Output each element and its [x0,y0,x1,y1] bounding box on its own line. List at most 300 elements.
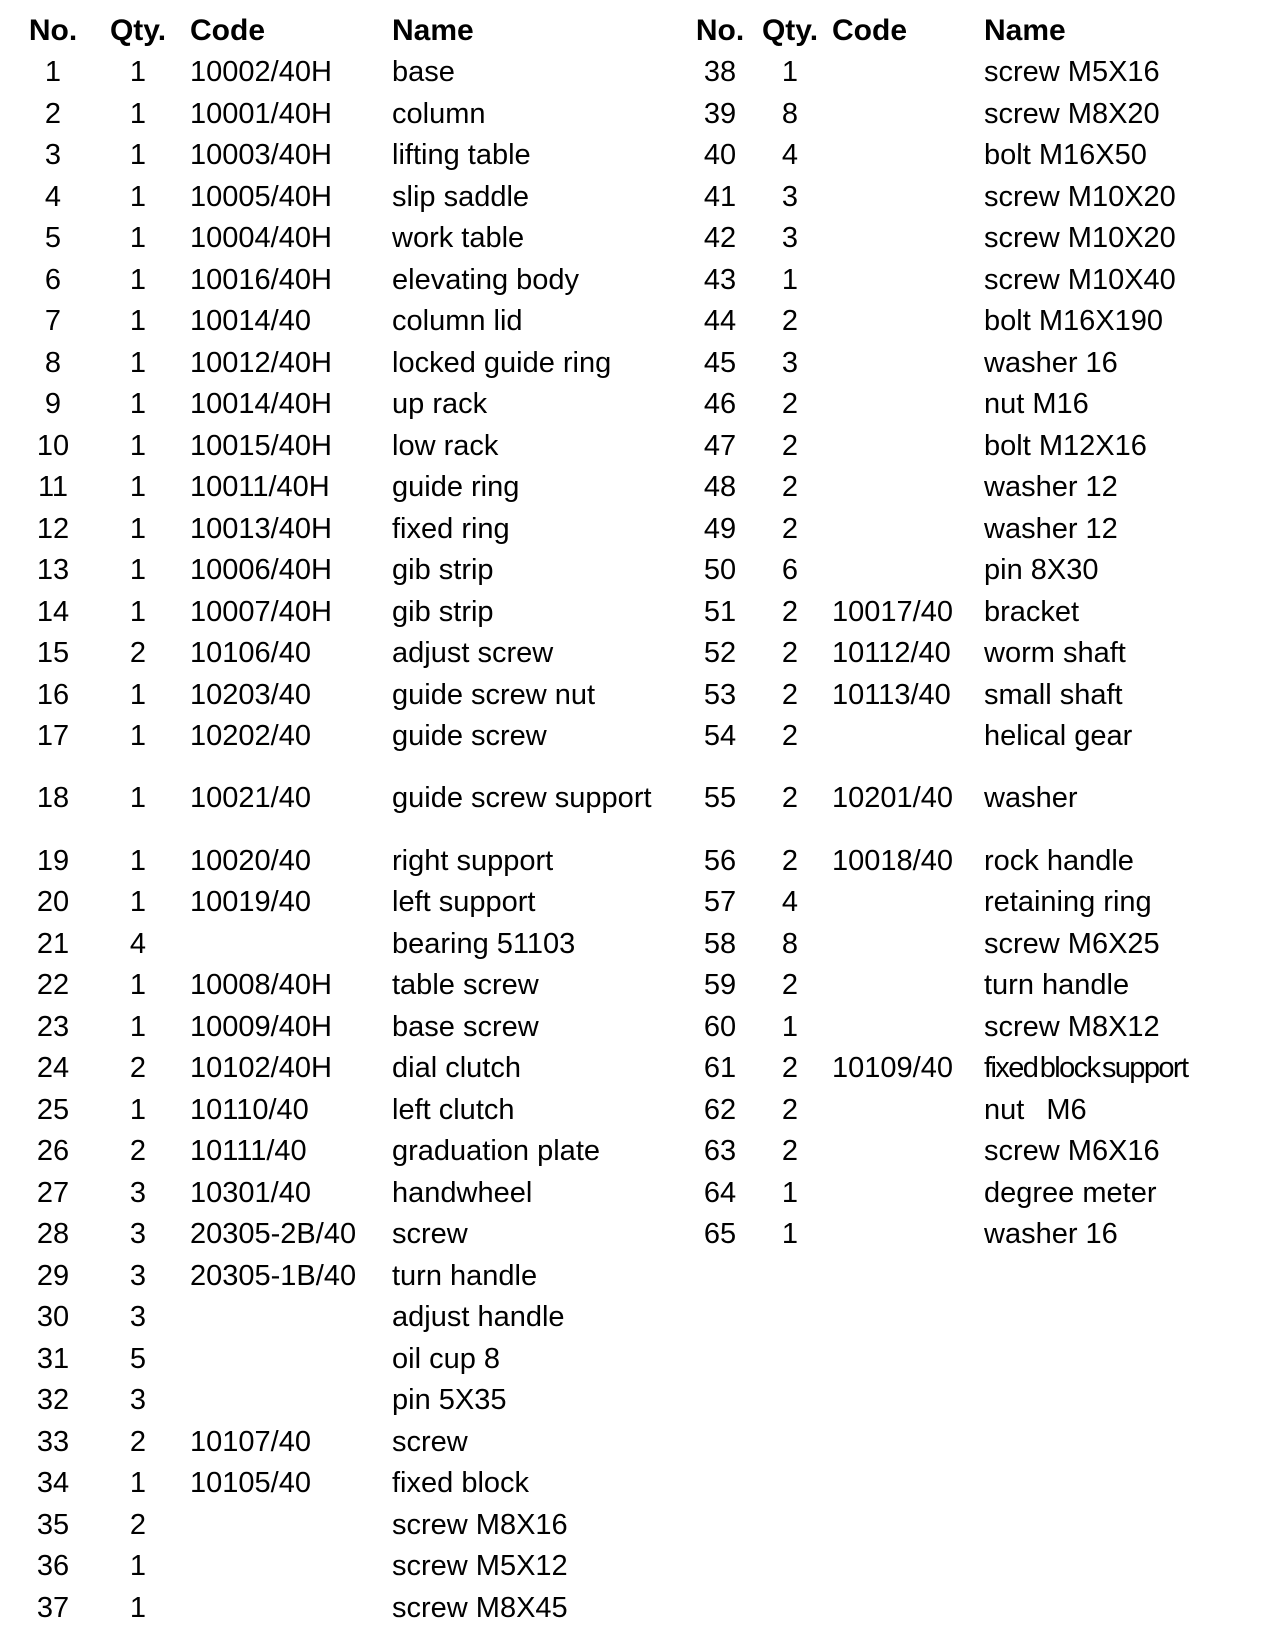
row-name: washer 12 [984,512,1118,545]
row-qty: 1 [129,139,147,171]
row-code [832,218,984,260]
row-name-size: M6 [1046,1093,1087,1126]
table-row [20,716,670,758]
table-row [20,1131,670,1173]
row-no: 14 [36,595,70,628]
row-qty: 1 [129,678,147,711]
row-qty: 1 [129,720,147,752]
row-no: 48 [703,471,737,503]
table-row [692,882,1262,924]
table-row [692,1131,1262,1173]
row-code: 10112/40 [832,637,951,669]
row-no: 39 [703,97,737,130]
header-code: Code [832,14,907,47]
row-no: 41 [703,180,737,213]
row-code: 10020/40 [190,844,311,877]
row-no: 37 [36,1591,70,1624]
row-qty: 2 [781,305,799,337]
row-code [832,716,984,758]
row-code [190,1546,392,1588]
table-row [692,509,1262,551]
row-no: 45 [703,346,737,379]
table-row [20,882,670,924]
row-code: 10110/40 [190,1093,309,1126]
row-code [832,924,984,966]
row-no: 57 [703,886,737,918]
row-name-part: nut [984,1093,1025,1126]
row-no: 2 [44,97,62,130]
row-code [190,1339,392,1381]
table-row [20,633,670,675]
row-name: right support [392,844,554,877]
table-row [692,301,1262,343]
row-no: 22 [36,969,70,1001]
row-code [832,384,984,426]
row-qty: 3 [129,1218,147,1250]
table-row [692,467,1262,509]
row-code [832,965,984,1007]
row-qty: 3 [129,1176,147,1209]
parts-table-right-body [692,52,1262,1256]
row-no: 46 [703,388,737,420]
row-code [832,509,984,551]
row-no: 38 [703,56,737,88]
row-no: 26 [36,1135,70,1167]
table-row [692,384,1262,426]
row-qty: 8 [781,97,799,130]
header-row [692,10,1262,52]
row-code: 10007/40H [190,595,332,628]
row-code [832,94,984,136]
row-name: screw M8X45 [392,1591,568,1624]
row-name: guide ring [392,471,520,503]
row-code [832,343,984,385]
table-row [20,260,670,302]
row-qty: 2 [129,1425,147,1458]
table-row [20,1463,670,1505]
row-name: oil cup 8 [392,1342,501,1375]
header-no: No. [695,14,745,47]
row-code [832,1007,984,1049]
row-code: 20305-1B/40 [190,1259,357,1292]
row-code: 10019/40 [190,886,311,918]
row-qty: 1 [129,1550,147,1582]
table-row [692,1214,1262,1256]
table-row [692,52,1262,94]
row-qty: 1 [129,180,147,213]
row-name: left clutch [392,1093,515,1126]
row-no: 32 [36,1384,70,1416]
row-name: guide screw nut [392,678,596,711]
row-qty: 5 [129,1342,147,1375]
row-name: nut M16 [984,388,1089,420]
row-name: handwheel [392,1176,533,1209]
row-name: fixed ring [392,512,510,545]
row-no: 6 [44,263,62,296]
parts-table-left [20,10,670,1629]
table-row [20,384,670,426]
row-name: helical gear [984,720,1133,752]
row-code [832,1131,984,1173]
row-qty: 1 [129,97,147,130]
row-name: graduation plate [392,1135,600,1167]
table-row [20,758,670,841]
row-code: 10014/40H [190,388,332,420]
row-name: screw [392,1425,468,1458]
row-no: 44 [703,305,737,337]
row-qty: 3 [129,1384,147,1416]
header-no: No. [28,14,78,47]
row-name: retaining ring [984,886,1152,918]
row-code: 10113/40 [832,678,951,711]
row-no: 5 [44,222,62,254]
row-name: small shaft [984,678,1123,711]
row-code: 10201/40 [832,782,953,815]
row-code: 10001/40H [190,97,332,130]
table-row [692,716,1262,758]
row-name: worm shaft [984,637,1126,669]
row-no: 11 [37,471,69,503]
row-code [832,550,984,592]
table-row [20,550,670,592]
table-row [20,1505,670,1547]
table-row [692,1090,1262,1132]
row-no: 55 [703,782,737,815]
row-name: pin 8X30 [984,554,1099,586]
row-name: degree meter [984,1176,1157,1209]
row-no: 61 [703,1052,737,1084]
row-code [190,924,392,966]
row-code [832,301,984,343]
row-no: 52 [703,637,737,669]
row-name: bolt M12X16 [984,429,1147,462]
row-no: 35 [36,1508,70,1541]
row-qty: 6 [781,554,799,586]
table-row [692,94,1262,136]
table-row [20,52,670,94]
row-no: 33 [36,1425,70,1458]
row-name: screw M10X20 [984,222,1176,254]
table-row [20,301,670,343]
row-no: 29 [36,1259,70,1292]
table-row [20,1380,670,1422]
row-name: guide screw [392,720,547,752]
row-qty: 3 [129,1301,147,1333]
row-name: up rack [392,388,488,420]
row-code [190,1505,392,1547]
table-row [20,592,670,634]
row-name: adjust screw [392,637,554,669]
header-qty: Qty. [109,14,167,47]
row-no: 15 [36,637,70,669]
row-qty: 2 [781,1052,799,1084]
row-no: 30 [36,1301,70,1333]
parts-table-left-body [20,52,670,1629]
row-code [832,135,984,177]
row-name: adjust handle [392,1301,565,1333]
row-no: 12 [36,512,70,545]
row-name: low rack [392,429,499,462]
table-row [20,1297,670,1339]
row-name: dial clutch [392,1052,521,1084]
row-name: screw M5X16 [984,56,1160,88]
row-qty: 2 [781,1093,799,1126]
row-code: 10102/40H [190,1052,332,1084]
table-row [692,426,1262,468]
row-qty: 1 [129,388,147,420]
row-no: 31 [36,1342,70,1375]
table-row [20,1173,670,1215]
table-row [20,841,670,883]
row-qty: 3 [781,222,799,254]
row-no: 18 [36,782,70,815]
row-no: 13 [36,554,70,586]
row-code [832,1173,984,1215]
row-name: bearing 51103 [392,927,576,960]
row-qty: 4 [129,927,147,960]
row-code: 10018/40 [832,844,953,877]
row-qty: 2 [129,1052,147,1084]
row-name: fixed block [392,1467,530,1499]
row-no: 65 [703,1218,737,1250]
table-row [20,924,670,966]
row-qty: 1 [781,263,799,296]
row-no: 62 [703,1093,737,1126]
table-row [692,1048,1262,1090]
row-name: gib strip [392,595,494,628]
row-code: 10017/40 [832,595,953,628]
row-name: screw M8X12 [984,1010,1160,1043]
table-row [20,1214,670,1256]
row-name: screw [392,1218,468,1250]
row-qty: 2 [781,471,799,503]
row-name [984,1090,1262,1132]
row-no: 34 [36,1467,70,1499]
row-name: turn handle [392,1259,538,1292]
row-no: 25 [36,1093,70,1126]
row-no: 36 [36,1550,70,1582]
table-row [20,1339,670,1381]
row-name: bolt M16X190 [984,305,1163,337]
row-qty: 1 [129,969,147,1001]
row-name: column [392,97,486,130]
row-qty: 2 [129,1135,147,1167]
row-no: 24 [36,1052,70,1084]
row-name: lifting table [392,139,531,171]
row-qty: 4 [781,886,799,918]
row-code: 10105/40 [190,1467,311,1499]
row-code: 10016/40H [190,263,332,296]
row-no: 20 [36,886,70,918]
row-code [190,1380,392,1422]
row-qty: 1 [129,844,147,877]
row-name: washer 16 [984,1218,1118,1250]
row-no: 49 [703,512,737,545]
row-qty: 3 [781,346,799,379]
row-qty: 1 [129,512,147,545]
row-no: 16 [36,678,70,711]
row-no: 56 [703,844,737,877]
row-qty: 2 [781,969,799,1001]
table-row [20,965,670,1007]
row-no: 17 [36,720,70,752]
row-name: guide screw support [392,782,652,815]
row-name: bracket [984,595,1080,628]
row-no: 4 [44,180,62,213]
row-qty: 2 [781,595,799,628]
parts-table-right [692,10,1262,1256]
row-name: fixed block support [984,1052,1188,1084]
row-no: 1 [44,56,62,88]
table-row [692,1007,1262,1049]
row-qty: 4 [781,139,799,171]
row-qty: 1 [781,1010,799,1043]
header-row [20,10,670,52]
row-name: washer 12 [984,471,1118,503]
row-qty: 1 [129,782,147,815]
row-code: 10301/40 [190,1176,311,1209]
header-code: Code [190,14,265,47]
row-name: screw M8X20 [984,97,1160,130]
row-no: 42 [703,222,737,254]
row-no: 10 [36,429,70,462]
row-code [832,1214,984,1256]
table-row [692,218,1262,260]
row-no: 40 [703,139,737,171]
row-qty: 2 [781,720,799,752]
row-no: 28 [36,1218,70,1250]
row-code: 10202/40 [190,720,311,752]
row-code: 20305-2B/40 [190,1218,357,1250]
header-name: Name [392,14,474,47]
row-name: table screw [392,969,539,1001]
row-qty: 3 [781,180,799,213]
row-code [832,52,984,94]
table-row [20,343,670,385]
row-name: work table [392,222,525,254]
table-row [692,260,1262,302]
row-name: slip saddle [392,180,530,213]
row-qty: 3 [129,1259,147,1292]
row-code: 10009/40H [190,1010,332,1043]
row-no: 64 [703,1176,737,1209]
row-no: 54 [703,720,737,752]
row-qty: 1 [129,1467,147,1499]
table-row [692,592,1262,634]
row-qty: 1 [129,263,147,296]
row-no: 51 [703,595,737,628]
row-qty: 2 [781,388,799,420]
row-name: left support [392,886,536,918]
table-row [692,675,1262,717]
row-name: bolt M16X50 [984,139,1147,171]
row-code: 10013/40H [190,512,332,545]
row-qty: 1 [129,1093,147,1126]
row-name: gib strip [392,554,494,586]
row-code: 10002/40H [190,56,332,88]
row-qty: 1 [129,222,147,254]
row-no: 43 [703,263,737,296]
row-no: 63 [703,1135,737,1167]
table-row [20,1048,670,1090]
table-row [692,135,1262,177]
row-code [832,882,984,924]
table-row [20,1007,670,1049]
row-name: turn handle [984,969,1130,1001]
table-row [20,177,670,219]
table-row [20,1588,670,1630]
row-qty: 1 [781,1176,799,1209]
row-code [832,467,984,509]
row-no: 53 [703,678,737,711]
row-name: base screw [392,1010,539,1043]
row-qty: 1 [129,886,147,918]
row-qty: 1 [129,305,147,337]
row-qty: 1 [129,346,147,379]
row-qty: 2 [129,637,147,669]
row-code: 10011/40H [190,471,330,503]
row-name: screw M6X25 [984,927,1160,960]
row-qty: 1 [129,56,147,88]
table-row [20,1422,670,1464]
table-row [692,841,1262,883]
row-name: locked guide ring [392,346,612,379]
table-row [20,1256,670,1298]
row-code [832,177,984,219]
row-name: screw M10X20 [984,180,1176,213]
row-name: washer [984,782,1078,815]
row-name: washer 16 [984,346,1118,379]
row-qty: 2 [781,678,799,711]
row-name: rock handle [984,844,1134,877]
row-no: 27 [36,1176,70,1209]
table-row [692,633,1262,675]
row-qty: 2 [781,512,799,545]
row-code: 10106/40 [190,637,311,669]
row-qty: 8 [781,927,799,960]
row-qty: 1 [129,1010,147,1043]
row-qty: 2 [781,429,799,462]
row-qty: 2 [781,844,799,877]
row-qty: 2 [781,637,799,669]
row-code: 10004/40H [190,222,332,254]
row-qty: 1 [129,595,147,628]
row-code: 10008/40H [190,969,332,1001]
row-code [832,426,984,468]
table-row [692,924,1262,966]
row-code: 10003/40H [190,139,332,171]
row-qty: 1 [129,429,147,462]
table-row [692,965,1262,1007]
header-name: Name [984,14,1066,47]
table-row [20,509,670,551]
table-row [692,177,1262,219]
row-qty: 1 [781,1218,799,1250]
row-name: base [392,56,455,88]
row-code [190,1297,392,1339]
row-no: 58 [703,927,737,960]
row-no: 50 [703,554,737,586]
row-no: 60 [703,1010,737,1043]
table-row [20,675,670,717]
row-code: 10111/40 [190,1135,307,1167]
row-code: 10203/40 [190,678,311,711]
row-no: 9 [44,388,62,420]
row-code [190,1588,392,1630]
row-no: 47 [703,429,737,462]
row-name: pin 5X35 [392,1384,507,1416]
row-name: screw M8X16 [392,1508,568,1541]
